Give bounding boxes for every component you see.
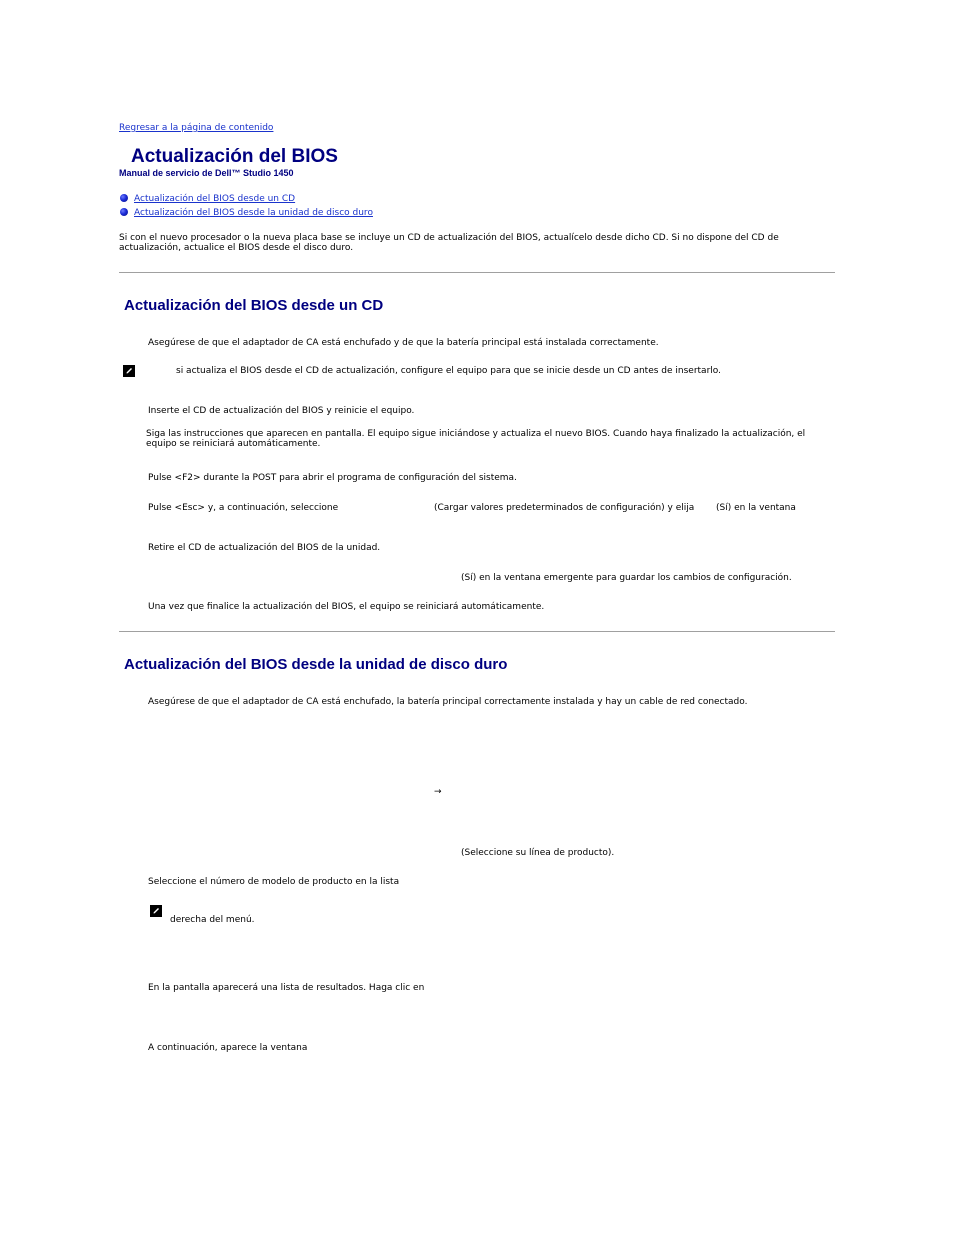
divider — [119, 631, 835, 632]
cd-step-7: (Sí) en la ventana emergente para guardar los cambios de configuración. — [461, 573, 792, 583]
hdd-step-model: Seleccione el número de modelo de producto en la lista — [148, 877, 400, 887]
cd-step-1: Asegúrese de que el adaptador de CA está enchufado y de que la batería principal está instalada correctamente. — [148, 338, 659, 348]
hdd-note-text: derecha del menú. — [170, 915, 255, 925]
note-pencil-icon — [150, 905, 162, 917]
section-title-cd: Actualización del BIOS desde un CD — [124, 297, 384, 314]
cd-step-3: Siga las instrucciones que aparecen en pantalla. El equipo sigue iniciándose y actualiza el nuevo BIOS. Cuando haya finalizado la actualización, el equipo se reiniciará automáticamente. — [146, 429, 806, 449]
cd-step-8: Una vez que finalice la actualización del BIOS, el equipo se reiniciará automáticamente. — [148, 602, 545, 612]
toc-link-hdd[interactable]: Actualización del BIOS desde la unidad de disco duro — [134, 208, 373, 218]
section-title-hdd: Actualización del BIOS desde la unidad de disco duro — [124, 656, 508, 673]
arrow-symbol: → — [434, 787, 442, 797]
note-pencil-icon — [123, 365, 135, 377]
back-to-contents-link[interactable]: Regresar a la página de contenido — [119, 123, 274, 133]
toc-link-cd[interactable]: Actualización del BIOS desde un CD — [134, 194, 296, 204]
cd-step-5-c: (Sí) en la ventana — [716, 503, 796, 513]
intro-paragraph: Si con el nuevo procesador o la nueva placa base se incluye un CD de actualización del BIOS, actualícelo desde dicho CD. Si no dispone del CD de actualización, actualice el BIOS desde el disco duro. — [119, 233, 779, 253]
bullet-icon — [120, 208, 128, 216]
cd-step-5-b: (Cargar valores predeterminados de configuración) y elija — [434, 503, 695, 513]
hdd-step-product-line: (Seleccione su línea de producto). — [461, 848, 615, 858]
cd-step-2: Inserte el CD de actualización del BIOS y reinicie el equipo. — [148, 406, 415, 416]
hdd-step-1: Asegúrese de que el adaptador de CA está enchufado, la batería principal correctamente instalada y hay un cable de red conectado. — [148, 697, 748, 707]
cd-step-5-a: Pulse <Esc> y, a continuación, seleccione — [148, 503, 339, 513]
divider — [119, 272, 835, 273]
manual-subtitle: Manual de servicio de Dell™ Studio 1450 — [119, 168, 294, 178]
cd-note-text: si actualiza el BIOS desde el CD de actualización, configure el equipo para que se inicie desde un CD antes de insertarlo. — [176, 366, 721, 376]
cd-step-6: Retire el CD de actualización del BIOS de la unidad. — [148, 543, 381, 553]
cd-step-4: Pulse <F2> durante la POST para abrir el programa de configuración del sistema. — [148, 473, 517, 483]
page-title: Actualización del BIOS — [131, 146, 338, 167]
bullet-icon — [120, 194, 128, 202]
hdd-step-results: En la pantalla aparecerá una lista de resultados. Haga clic en — [148, 983, 425, 993]
hdd-step-window: A continuación, aparece la ventana — [148, 1043, 308, 1053]
